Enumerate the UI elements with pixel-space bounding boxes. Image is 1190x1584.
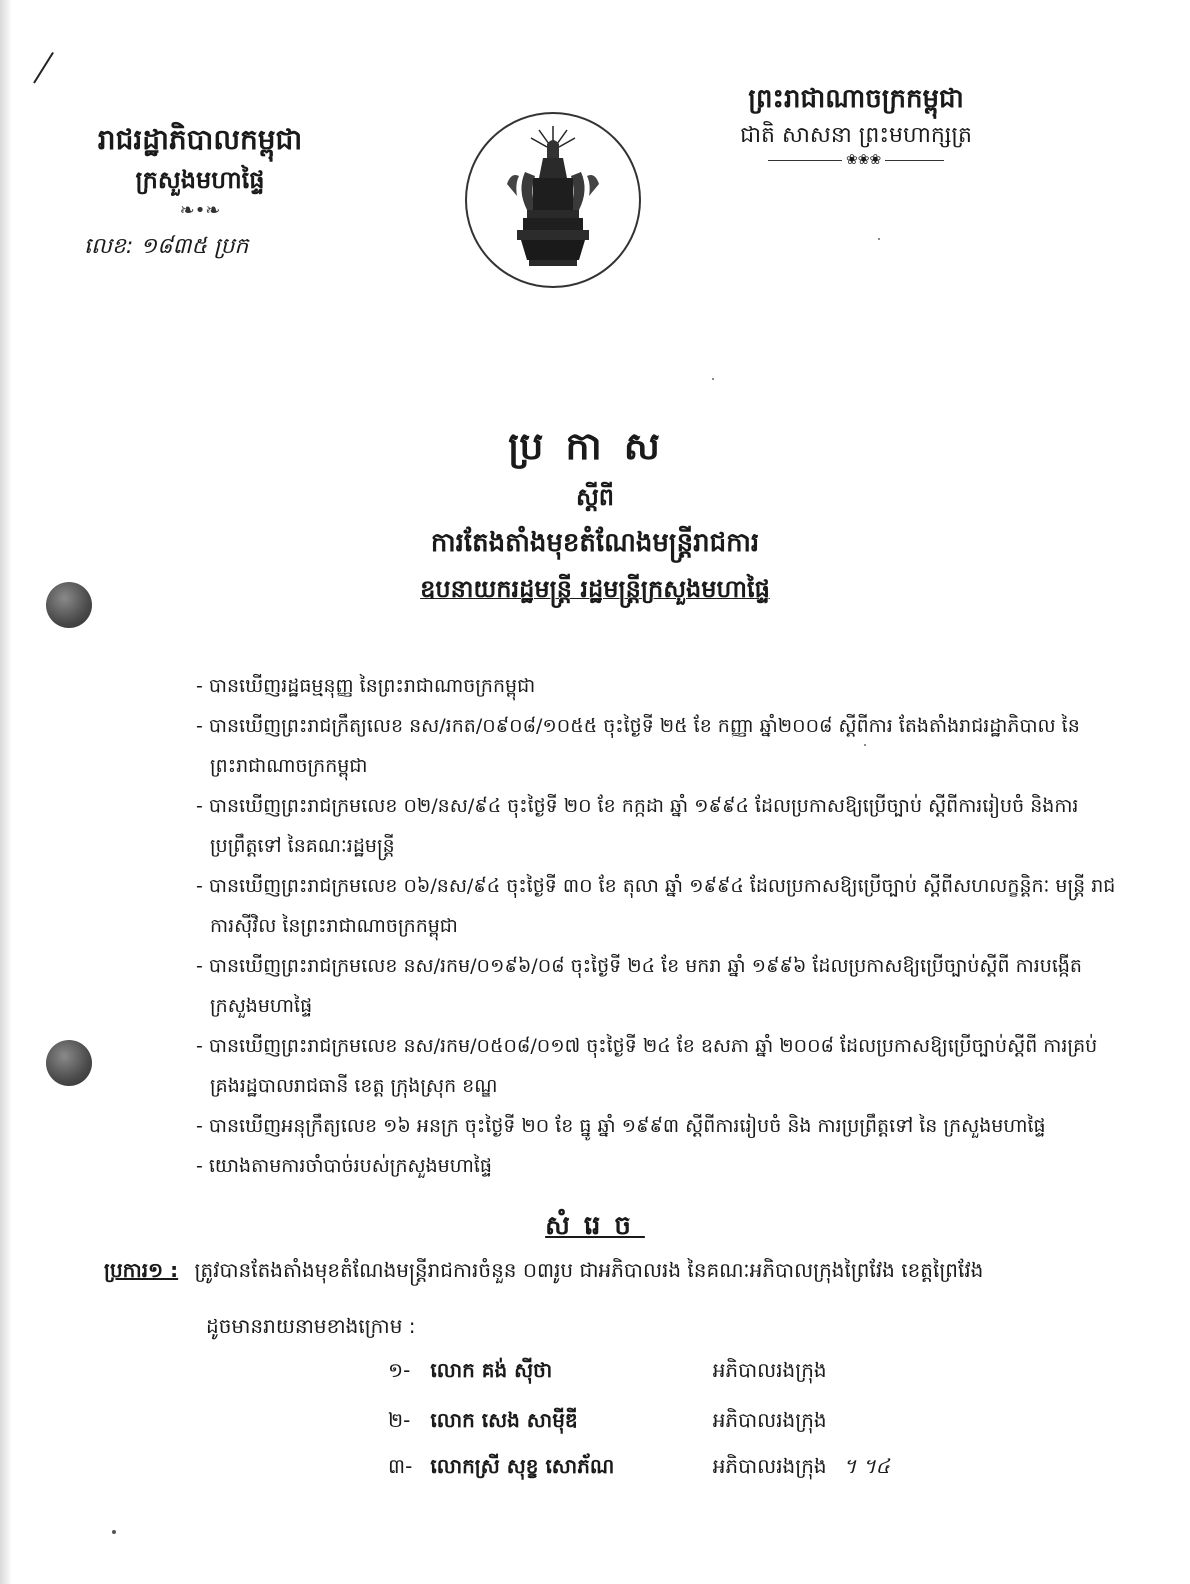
kingdom-name: ព្រះរាជាណាចក្រកម្ពុជា [748,84,964,114]
government-name: រាជរដ្ឋាភិបាលកម្ពុជា [97,123,303,156]
appointee-title: អភិបាលរងក្រុង [712,1358,827,1382]
article-continuation: ដូចមានរាយនាមខាងក្រោម : [206,1314,416,1338]
consideration-item: - បានឃើញអនុក្រឹត្យលេខ ១៦ អនក្រ ចុះថ្ងៃទី ២០ ខែ ធ្នូ ឆ្នាំ ១៩៩៣ ស្តីពីការរៀបចំ និង ការប្រព្រឹត្តទៅ នៃ ក្រសួងមហាផ្ទៃ [196,1115,1046,1137]
appointee-name: លោក សេង សាមុីឌី [430,1408,578,1432]
consideration-item: - បានឃើញរដ្ឋធម្មនុញ្ញ នៃព្រះរាជាណាចក្រកម្ពុជា [196,675,536,697]
header-ornament: ❧•❧ [179,200,221,221]
consideration-item: - បានឃើញព្រះរាជក្រមលេខ ០២/នស/៩៤ ចុះថ្ងៃទី ២០ ខែ កក្កដា ឆ្នាំ ១៩៩៤ ដែលប្រកាសឱ្យប្រើច្បាប់ ស្តីពីការរៀបចំ និងការប្រព្រឹត្តទៅ នៃគណៈរដ្ឋមន្ត្រី [196,795,1079,857]
consideration-item: - បានឃើញព្រះរាជក្រឹត្យលេខ នស/រកត/០៩០៨/១០៥៥ ចុះថ្ងៃទី ២៥ ខែ កញ្ញា ឆ្នាំ២០០៨ ស្តីពីការ តែងតាំងរាជរដ្ឋាភិបាល នៃព្រះរាជាណាចក្រកម្ពុជា [196,715,1080,777]
royal-emblem [465,112,641,288]
consideration-item: - យោងតាមការចាំបាច់របស់ក្រសួងមហាផ្ទៃ [196,1155,492,1177]
consideration-item: - បានឃើញព្រះរាជក្រមលេខ នស/រកម/០១៩៦/០៨ ចុះថ្ងៃទី ២៤ ខែ មករា ឆ្នាំ ១៩៩៦ ដែលប្រកាសឱ្យប្រើច្បាប់ស្តីពី ការបង្កើតក្រសួងមហាផ្ទៃ [196,955,1082,1017]
considerations-list [196,666,1116,1186]
stray-dot [112,1530,116,1534]
page-edge-shadow [0,0,12,1584]
punch-hole-top [46,582,92,628]
ministry-name: ក្រសួងមហាផ្ទៃ [135,166,265,194]
left-header [80,120,320,222]
stray-pen-mark [33,52,54,84]
article-text: ត្រូវបានតែងតាំងមុខតំណែងមន្ត្រីរាជការចំនួន ០៣រូប ជាអភិបាលរង នៃគណៈអភិបាលក្រុងព្រៃវែង ខេត្តព្រៃវែង [194,1258,984,1282]
emblem-icon [467,114,639,286]
decision-heading: សំរេច [545,1211,645,1241]
article-label: ប្រការ១ : [104,1258,179,1282]
appointee-title: អភិបាលរងក្រុង [712,1408,827,1432]
national-motto: ជាតិ សាសនា ព្រះមហាក្សត្រ [740,123,972,148]
document-issuer: ឧបនាយករដ្ឋមន្ត្រី រដ្ឋមន្ត្រីក្រសួងមហាផ្ទៃ [420,575,770,603]
article-1 [104,1250,1124,1290]
punch-hole-bottom [46,1040,92,1086]
reference-number: លេខ: ១៨៣៥ ប្រក [84,234,249,259]
appointee-name: លោកស្រី សុខ្ខ សោភ័ណ [430,1454,615,1478]
consideration-item: - បានឃើញព្រះរាជក្រមលេខ នស/រកម/០៥០៨/០១៧ ចុះថ្ងៃទី ២៤ ខែ ឧសភា ឆ្នាំ ២០០៨ ដែលប្រកាសឱ្យប្រើច្បាប់ស្តីពី ការគ្រប់គ្រងរដ្ឋបាលរាជធានី ខេត្ត ក្រុងស្រុក ខណ្ឌ [196,1035,1098,1097]
divider-ornament: ❀❀❀ [842,151,885,169]
appointee-number: ៣- [388,1454,413,1478]
handwritten-initial: ។ ។៤ [842,1454,890,1478]
scan-speck [864,744,866,746]
document-about: ស្តីពី [575,483,615,511]
motto-divider [768,152,944,168]
appointee-row [388,1400,1128,1440]
right-header [716,80,996,168]
appointee-title: អភិបាលរងក្រុង [712,1454,827,1478]
document-type: ប្រកាស [508,424,682,468]
document-subject: ការតែងតាំងមុខតំណែងមន្ត្រីរាជការ [430,528,760,558]
appointee-row [388,1446,1128,1486]
consideration-item: - បានឃើញព្រះរាជក្រមលេខ ០៦/នស/៩៤ ចុះថ្ងៃទី ៣០ ខែ តុលា ឆ្នាំ ១៩៩៤ ដែលប្រកាសឱ្យប្រើច្បាប់ ស្តីពីសហលក្ខន្តិកៈ មន្ត្រី រាជការស៊ីវិល នៃព្រះរាជាណាចក្រកម្ពុជា [196,875,1116,937]
appointee-number: ១- [388,1358,411,1382]
scan-speck [712,378,714,380]
title-block [300,418,890,612]
appointee-number: ២- [388,1408,411,1432]
appointee-name: លោក គង់ ស៊ីថា [430,1358,553,1382]
scan-speck [878,238,880,240]
appointee-row [388,1350,1128,1390]
